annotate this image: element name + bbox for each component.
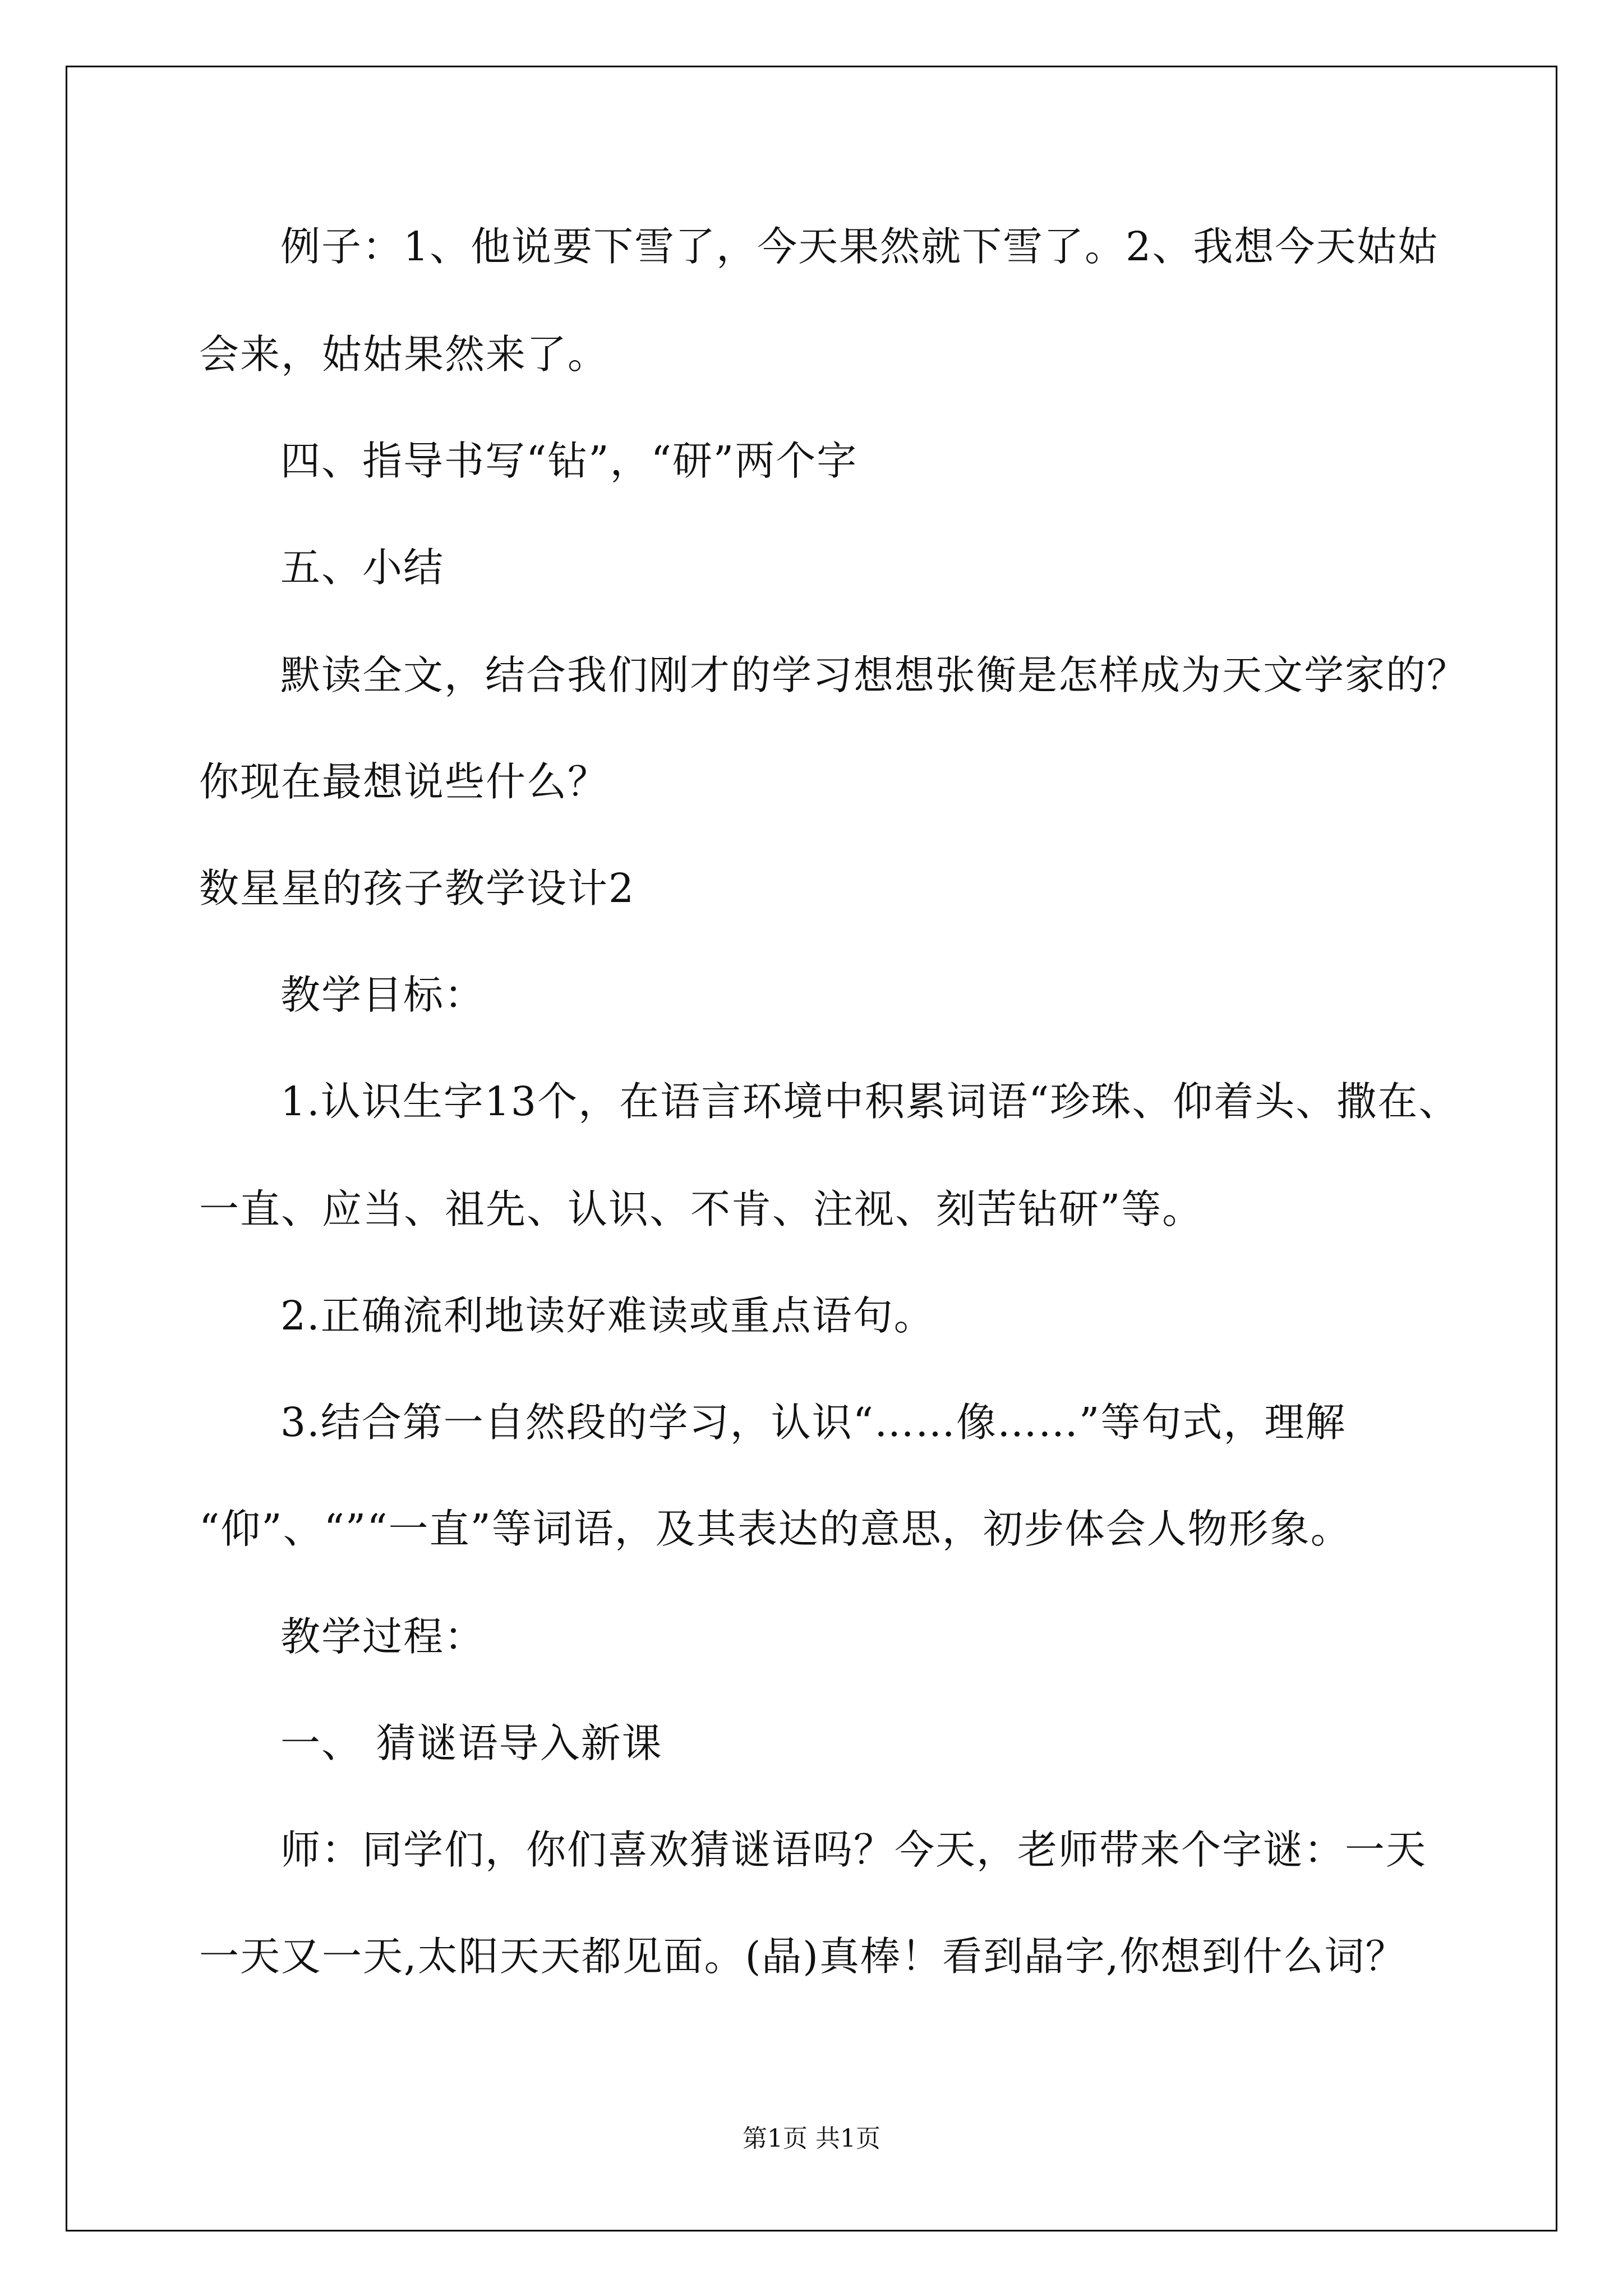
paragraph-line: 一天又一天,太阳天天都见面。(晶)真棒！看到晶字,你想到什么词？ (199, 1933, 1407, 1980)
paragraph-line: 默读全文，结合我们刚才的学习想想张衡是怎样成为天文学家的？ (280, 652, 1468, 698)
page-border (66, 66, 1557, 2231)
paragraph-line: 教学过程： (280, 1613, 486, 1660)
paragraph-line: 五、小结 (280, 544, 445, 591)
paragraph-line: 例子：1、他说要下雪了，今天果然就下雪了。2、我想今天姑姑 (280, 223, 1439, 270)
paragraph-line: 3.结合第一自然段的学习，认识“……像……”等句式，理解 (280, 1399, 1347, 1446)
paragraph-line: 一直、应当、祖先、认识、不肯、注视、刻苦钻研”等。 (199, 1186, 1204, 1232)
paragraph-line: 四、指导书写“钻”，“研”两个字 (280, 438, 858, 484)
paragraph-line: “仰”、“”“一直”等词语，及其表达的意思，初步体会人物形象。 (199, 1506, 1352, 1552)
section-title: 数星星的孩子教学设计2 (199, 865, 635, 912)
paragraph-line: 一、 猜谜语导入新课 (280, 1720, 663, 1766)
paragraph-line: 会来，姑姑果然来了。 (199, 331, 609, 378)
paragraph-line: 1.认识生字13个，在语言环境中积累词语“珍珠、仰着头、撒在、 (280, 1078, 1460, 1125)
paragraph-line: 你现在最想说些什么？ (199, 758, 609, 805)
page-footer: 第1页 共1页 (743, 2124, 880, 2153)
paragraph-line: 2.正确流利地读好难读或重点语句。 (280, 1292, 935, 1339)
paragraph-line: 教学目标： (280, 972, 486, 1018)
paragraph-line: 师：同学们，你们喜欢猜谜语吗？今天，老师带来个字谜：一天 (280, 1826, 1427, 1873)
